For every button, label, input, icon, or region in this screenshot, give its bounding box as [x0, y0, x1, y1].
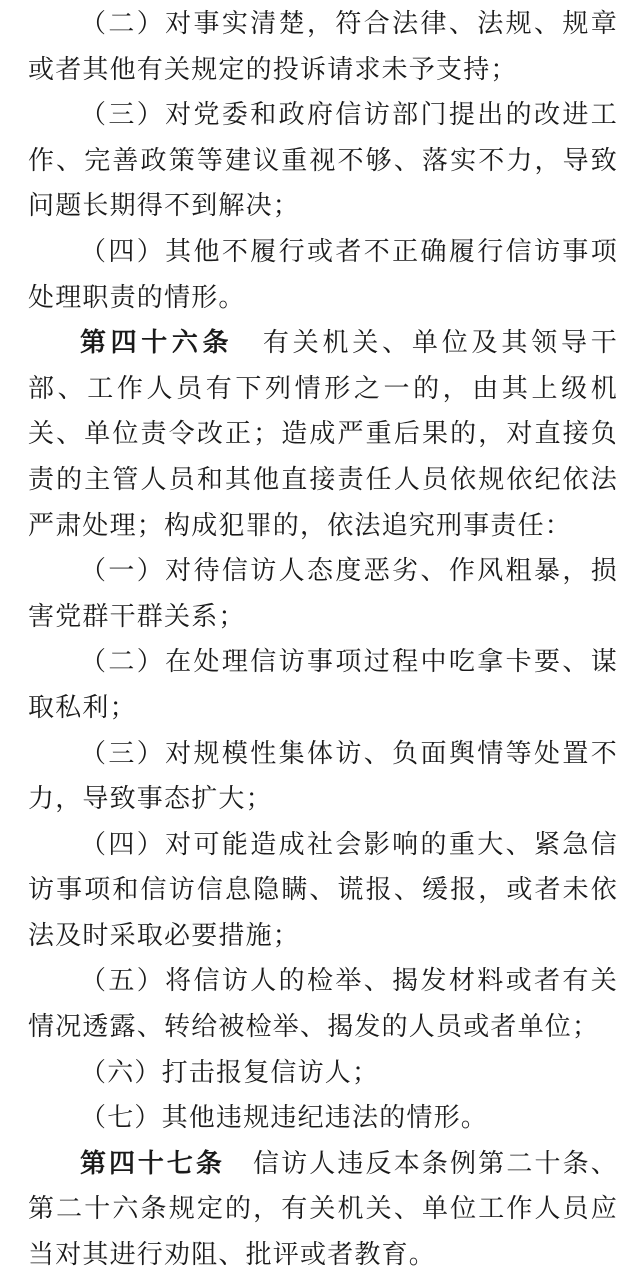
item-paragraph — [28, 959, 618, 1050]
article-spacer — [233, 328, 260, 358]
item-paragraph — [28, 823, 618, 960]
item-paragraph — [28, 2, 618, 93]
article-heading: 第四十六条 — [80, 328, 234, 359]
item-text: （三）对党委和政府信访部门提出的改进工作、完善政策等建议重视不够、落实不力，导致问题长期得不到解决； — [28, 100, 618, 222]
item-text: （一）对待信访人态度恶劣、作风粗暴，损害党群干群关系； — [28, 556, 618, 632]
item-paragraph — [28, 1096, 618, 1142]
item-text: （二）对事实清楚，符合法律、法规、规章或者其他有关规定的投诉请求未予支持； — [28, 9, 618, 85]
item-paragraph — [28, 640, 618, 731]
article-paragraph — [28, 321, 618, 549]
item-text: （二）在处理信访事项过程中吃拿卡要、谋取私利； — [28, 647, 618, 723]
article-paragraph — [28, 1142, 618, 1279]
article-spacer — [225, 1149, 252, 1179]
item-paragraph — [28, 230, 618, 321]
item-paragraph — [28, 549, 618, 640]
item-text: （七）其他违规违纪违法的情形。 — [80, 1103, 489, 1134]
item-paragraph — [28, 93, 618, 230]
item-text: （五）将信访人的检举、揭发材料或者有关情况透露、转给被检举、揭发的人员或者单位； — [28, 966, 618, 1043]
article-text: 有关机关、单位及其领导干部、工作人员有下列情形之一的，由其上级机关、单位责令改正；造成严重后果的，对直接负责的主管人员和其他直接责任人员依规依纪依法严肃处理；构成犯罪的，依法追究刑事责任： — [28, 328, 618, 541]
item-paragraph — [28, 732, 618, 823]
article-text: 信访人违反本条例第二十条、第二十六条规定的，有关机关、单位工作人员应当对其进行劝阻、批评或者教育。 — [28, 1148, 618, 1271]
item-text: （四）其他不履行或者不正确履行信访事项处理职责的情形。 — [28, 236, 618, 313]
item-text: （三）对规模性集体访、负面舆情等处置不力，导致事态扩大； — [28, 738, 618, 815]
article-heading: 第四十七条 — [80, 1148, 225, 1179]
item-paragraph — [28, 1051, 618, 1097]
item-text: （四）对可能造成社会影响的重大、紧急信访事项和信访信息隐瞒、谎报、缓报，或者未依法及时采取必要措施； — [28, 829, 618, 951]
document-page — [28, 2, 618, 1279]
item-text: （六）打击报复信访人； — [80, 1057, 380, 1088]
